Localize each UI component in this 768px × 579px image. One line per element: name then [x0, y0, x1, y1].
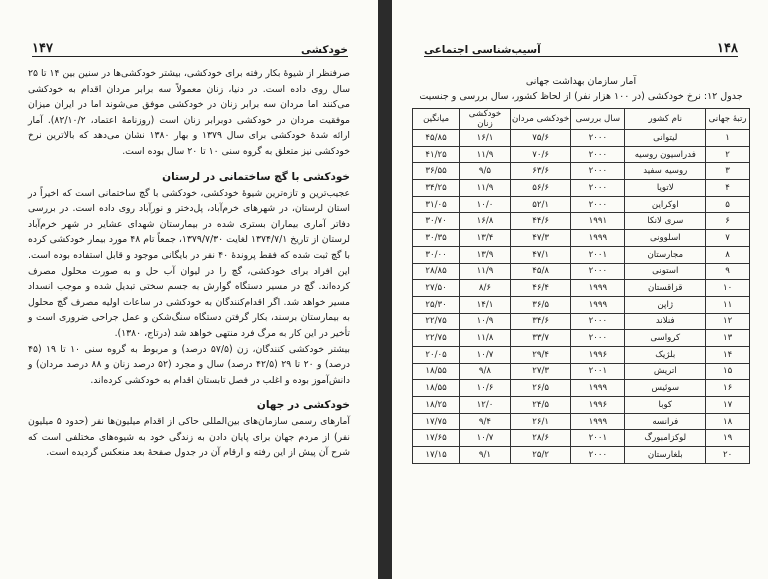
- paragraph: بیشتر خودکشی کنندگان، زن (۵۷/۵ درصد) و مربوط به گروه سنی ۱۰ تا ۱۹ (۴۵ درصد) و ۲۰ تا ۲۹ (۴۲/۵ درصد) سال و مجرد (۵۲ درصد زنان و ۸۸ درصد مردان) و دانش‌آموز بوده و اغلب در فصل تابستان اقدام به خودکشی کرده‌اند.: [28, 343, 351, 386]
- table-row: [413, 330, 750, 347]
- table-cell: ۱۸: [706, 413, 750, 430]
- table-cell: لوکزامبورگ: [625, 430, 706, 447]
- table-header-row: [413, 109, 750, 130]
- table-cell: ۱۰/۰: [460, 196, 511, 213]
- page-number: ۱۴۷: [32, 41, 53, 56]
- table-cell: کرواسی: [625, 330, 706, 347]
- table-cell: ۱۰: [706, 280, 750, 297]
- table-cell: ۸/۶: [460, 280, 511, 297]
- table-cell: ۶۳/۶: [510, 163, 571, 180]
- page-header: [424, 38, 738, 57]
- table-cell: ۴۷/۳: [510, 230, 571, 247]
- section-heading: خودکشی در جهان: [256, 399, 350, 412]
- table-cell: ۱۷/۶۵: [413, 430, 460, 447]
- table-cell: بلژیک: [625, 346, 706, 363]
- table-cell: ۷۵/۶: [510, 130, 571, 147]
- table-row: [413, 246, 750, 263]
- table-cell: ۲۰۰۰: [571, 196, 625, 213]
- table-cell: ۲۹/۴: [510, 346, 571, 363]
- table-cell: ۱۶/۸: [460, 213, 511, 230]
- table-cell: ۹/۸: [460, 363, 511, 380]
- table-cell: ۷: [706, 230, 750, 247]
- table-cell: ۱۹۹۹: [571, 413, 625, 430]
- table-cell: قزاقستان: [625, 280, 706, 297]
- table-cell: ۵: [706, 196, 750, 213]
- table-cell: ۳: [706, 163, 750, 180]
- table-source: آمار سازمان بهداشت جهانی: [525, 76, 637, 87]
- table-cell: ۱۵: [706, 363, 750, 380]
- table-row: [413, 447, 750, 464]
- table-row: [413, 196, 750, 213]
- table-cell: ۱۷: [706, 397, 750, 414]
- table-row: [413, 146, 750, 163]
- table-cell: فدراسیون روسیه: [625, 146, 706, 163]
- table-cell: ۱۹۹۹: [571, 296, 625, 313]
- table-row: [413, 363, 750, 380]
- table-cell: ۱۳/۹: [460, 246, 511, 263]
- section-heading: خودکشی با گچ ساختمانی در لرستان: [162, 170, 350, 183]
- column-header: خودکشی زنان: [460, 109, 511, 130]
- table-cell: روسیه سفید: [625, 163, 706, 180]
- table-cell: ۱۸/۲۵: [413, 397, 460, 414]
- table-row: [413, 180, 750, 197]
- table-row: [413, 213, 750, 230]
- table-cell: ۱۹: [706, 430, 750, 447]
- table-cell: ۱۹۹۶: [571, 397, 625, 414]
- table-cell: ۲۶/۵: [510, 380, 571, 397]
- table-row: [413, 397, 750, 414]
- table-cell: ۱۶/۱: [460, 130, 511, 147]
- column-header: سال بررسی: [571, 109, 625, 130]
- table-cell: ۱۰/۹: [460, 313, 511, 330]
- table-cell: ۴۱/۲۵: [413, 146, 460, 163]
- table-title: جدول ۱۲: نرخ خودکشی (در ۱۰۰ هزار نفر) از لحاظ کشور، سال بررسی و جنسیت: [419, 91, 743, 102]
- table-cell: ۲۲/۷۵: [413, 313, 460, 330]
- table-cell: ۲۰۰۱: [571, 430, 625, 447]
- page-header: [32, 38, 348, 57]
- table-cell: ۱۰/۶: [460, 380, 511, 397]
- table-cell: ۱۹۹۱: [571, 213, 625, 230]
- table-cell: ۱۹۹۹: [571, 280, 625, 297]
- table-cell: ۵۲/۱: [510, 196, 571, 213]
- table-cell: ۲۰۰۰: [571, 180, 625, 197]
- table-cell: فنلاند: [625, 313, 706, 330]
- table-row: [413, 296, 750, 313]
- table-row: [413, 163, 750, 180]
- table-row: [413, 413, 750, 430]
- table-cell: ۹/۱: [460, 447, 511, 464]
- table-cell: ۱۰/۷: [460, 346, 511, 363]
- table-row: [413, 263, 750, 280]
- table-cell: ۲۰۰۰: [571, 163, 625, 180]
- table-cell: ۴۵/۸: [510, 263, 571, 280]
- table-cell: ۹: [706, 263, 750, 280]
- body-text: [28, 66, 350, 461]
- right-page: [392, 0, 768, 579]
- column-header: نام کشور: [625, 109, 706, 130]
- table-cell: ۱۴/۱: [460, 296, 511, 313]
- table-cell: ۱۱: [706, 296, 750, 313]
- table-cell: ۱۳: [706, 330, 750, 347]
- table-cell: ۱۱/۹: [460, 263, 511, 280]
- table-cell: ۲۷/۵۰: [413, 280, 460, 297]
- table-cell: ۳۰/۰۰: [413, 246, 460, 263]
- table-cell: ۱۱/۹: [460, 146, 511, 163]
- table-cell: ۴۷/۱: [510, 246, 571, 263]
- table-cell: ۲۰/۰۵: [413, 346, 460, 363]
- table-cell: استونی: [625, 263, 706, 280]
- table-cell: سری لانکا: [625, 213, 706, 230]
- table-cell: ۴: [706, 180, 750, 197]
- table-cell: ۲۰۰۰: [571, 447, 625, 464]
- table-caption: [414, 74, 748, 104]
- column-header: رتبهٔ جهانی: [706, 109, 750, 130]
- table-cell: ۲۶/۱: [510, 413, 571, 430]
- table-cell: اوکراین: [625, 196, 706, 213]
- table-cell: ۳۳/۷: [510, 330, 571, 347]
- table-cell: ۸: [706, 246, 750, 263]
- table-cell: ۱۹۹۹: [571, 380, 625, 397]
- table-row: [413, 346, 750, 363]
- table-cell: مجارستان: [625, 246, 706, 263]
- table-cell: اسلوونی: [625, 230, 706, 247]
- table-cell: ۲۰۰۰: [571, 313, 625, 330]
- table-cell: ۳۶/۵: [510, 296, 571, 313]
- table-cell: ۲۲/۷۵: [413, 330, 460, 347]
- table-cell: ۳۴/۶: [510, 313, 571, 330]
- table-cell: ۲۵/۳۰: [413, 296, 460, 313]
- table-cell: ۹/۵: [460, 163, 511, 180]
- table-cell: ۱: [706, 130, 750, 147]
- column-header: میانگین: [413, 109, 460, 130]
- table-cell: ۳۴/۲۵: [413, 180, 460, 197]
- table-cell: ۱۹۹۹: [571, 230, 625, 247]
- table-cell: بلغارستان: [625, 447, 706, 464]
- table-cell: لیتوانی: [625, 130, 706, 147]
- table-cell: ۲۰: [706, 447, 750, 464]
- table-cell: ۲۷/۳: [510, 363, 571, 380]
- left-page: [0, 0, 378, 579]
- suicide-rate-table: [412, 108, 750, 464]
- table-cell: ۱۷/۱۵: [413, 447, 460, 464]
- table-cell: ۴۴/۶: [510, 213, 571, 230]
- table-cell: ۵۶/۶: [510, 180, 571, 197]
- running-title: آسیب‌شناسی اجتماعی: [424, 44, 541, 56]
- table-cell: ۱۳/۴: [460, 230, 511, 247]
- table-cell: اتریش: [625, 363, 706, 380]
- paragraph: صرفنظر از شیوهٔ بکار رفته برای خودکشی، بیشتر خودکشی‌ها در سنین بین ۱۴ تا ۲۵ سال روی داده است. در دنیا، زنان معمولاً سه برابر مردان اقدام به خودکشی می‌کنند اما مردان سه برابر زنان در خودکشی موفق می‌شوند اما در ایران میزان موفقیت مردان در خودکشی دوبرابر زنان است (روزنامهٔ اعتماد، ۸۲/۱۰/۲). آمار ارائه شدهٔ خودکشی برای سال ۱۳۷۹ و بهار ۱۳۸۰ نشان می‌دهد که بالاترین نرخ خودکشی نیز متعلق به گروه سنی ۱۰ تا ۲۰ سال بوده است.: [28, 68, 350, 157]
- table-cell: ۳۰/۳۵: [413, 230, 460, 247]
- table-cell: ۱۱/۹: [460, 180, 511, 197]
- table-cell: ۲۰۰۱: [571, 363, 625, 380]
- table-cell: ۲۵/۲: [510, 447, 571, 464]
- table-cell: لاتویا: [625, 180, 706, 197]
- table-row: [413, 230, 750, 247]
- table-cell: ۳۶/۵۵: [413, 163, 460, 180]
- table-cell: ۱۲: [706, 313, 750, 330]
- table-cell: ۱۴: [706, 346, 750, 363]
- table-cell: ۲۸/۸۵: [413, 263, 460, 280]
- paragraph: آمارهای رسمی سازمان‌های بین‌المللی حاکی از اقدام میلیون‌ها نفر (حدود ۵ میلیون نفر) از مردم جهان برای پایان دادن به زندگی خود به شیوه‌های مختلفی است که شرح آن پیش از این رفته و ارقام آن در جدول صفحهٔ بعد منعکس گردیده است.: [28, 416, 350, 459]
- table-cell: ۱۸/۵۵: [413, 363, 460, 380]
- table-cell: ۱۸/۵۵: [413, 380, 460, 397]
- table-cell: ۳۰/۷۰: [413, 213, 460, 230]
- table-cell: ۶: [706, 213, 750, 230]
- table-cell: ۱۱/۸: [460, 330, 511, 347]
- table-cell: کوبا: [625, 397, 706, 414]
- table-cell: سوئیس: [625, 380, 706, 397]
- table-row: [413, 313, 750, 330]
- table-cell: ژاپن: [625, 296, 706, 313]
- table-cell: ۲۰۰۰: [571, 130, 625, 147]
- table-row: [413, 130, 750, 147]
- page-number: ۱۴۸: [717, 41, 738, 56]
- table-cell: ۴۶/۴: [510, 280, 571, 297]
- table-cell: فرانسه: [625, 413, 706, 430]
- running-title: خودکشی: [301, 44, 348, 56]
- table-cell: ۲۰۰۰: [571, 146, 625, 163]
- table-cell: ۱۶: [706, 380, 750, 397]
- table-cell: ۷۰/۶: [510, 146, 571, 163]
- table-row: [413, 430, 750, 447]
- table-cell: ۱۹۹۶: [571, 346, 625, 363]
- table-cell: ۱۰/۷: [460, 430, 511, 447]
- table-cell: ۱۲/۰: [460, 397, 511, 414]
- table-row: [413, 280, 750, 297]
- table-cell: ۱۷/۷۵: [413, 413, 460, 430]
- column-header: خودکشی مردان: [510, 109, 571, 130]
- table-cell: ۲۴/۵: [510, 397, 571, 414]
- table-body: [413, 130, 750, 464]
- table-cell: ۹/۴: [460, 413, 511, 430]
- table-row: [413, 380, 750, 397]
- table-cell: ۲۰۰۰: [571, 330, 625, 347]
- table-cell: ۲۰۰۰: [571, 263, 625, 280]
- table-cell: ۲۰۰۱: [571, 246, 625, 263]
- paragraph: عجیب‌ترین و تازه‌ترین شیوهٔ خودکشی، خودکشی با گچ ساختمانی است که اخیراً در استان لرستان، در شهرهای خرم‌آباد، پل‌دختر و نورآباد روی داده است. در بررسی دفاتر آماری بیماران بستری شده در بیمارستان شهدای عشایر در شهر خرم‌آباد لرستان از تاریخ ۱۳۷۴/۷/۱ لغایت ۱۳۷۹/۷/۳۰، جمعاً تام ۴۸ مورد بیمار خودکشی کرده با گچ ثبت شده که فقط پروندهٔ ۴۰ نفر در بایگانی موجود و قابل استفاده بوده است. این افراد برای خودکشی، گچ را در لیوان آب حل و به صورت محلول مصرف کرده‌اند. گچ در مسیر دستگاه گوارش به جسم سختی تبدیل شده و موجب انسداد مسیر خواهد شد. اگر اقدام‌کنندگان به خودکشی در ساعات اولیه مصرف گچ محلول به بیمارستان برسند، بکار گرفتن دستگاه سنگ‌شکن و عمل جراحی ضروری است و تأخیر در این کار به مرگ فرد منتهی خواهد شد (درتاج، ۱۳۸۰).: [28, 187, 350, 339]
- table-cell: ۴۵/۸۵: [413, 130, 460, 147]
- table-cell: ۲: [706, 146, 750, 163]
- table-cell: ۲۸/۶: [510, 430, 571, 447]
- table-cell: ۳۱/۰۵: [413, 196, 460, 213]
